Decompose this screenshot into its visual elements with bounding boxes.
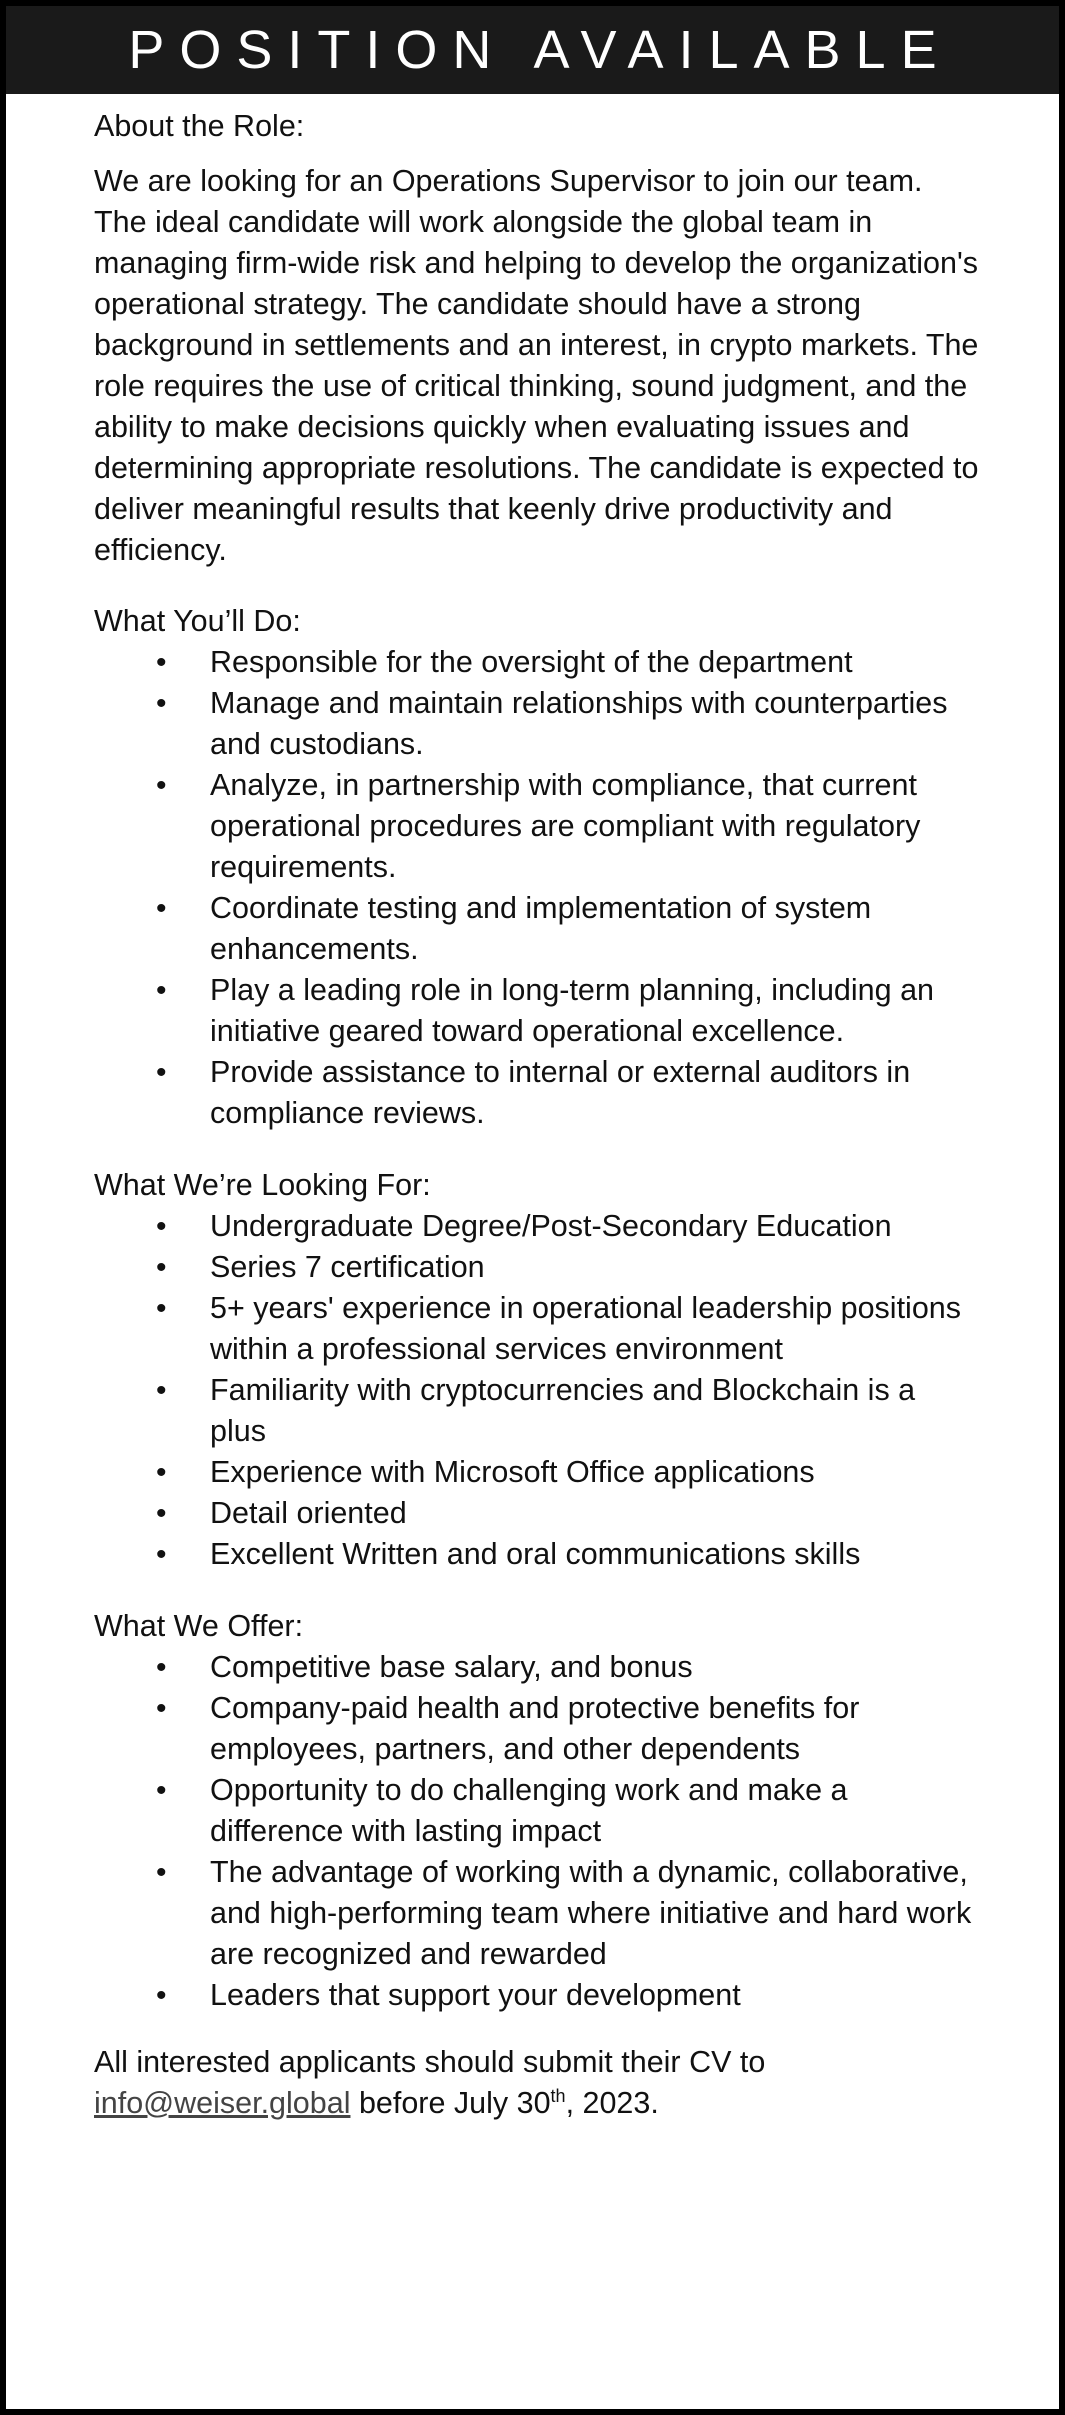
list-item: • Company-paid health and protective benefits for employees, partners, and other dependents (94, 1688, 979, 1770)
list-item: • Opportunity to do challenging work and make a difference with lasting impact (94, 1770, 979, 1852)
what-you-do-list (94, 642, 979, 1134)
looking-for-heading: What We’re Looking For: (94, 1168, 431, 1202)
list-item: • Experience with Microsoft Office applications (94, 1452, 979, 1493)
list-item: • Coordinate testing and implementation of system enhancements. (94, 888, 979, 970)
closing-year: , 2023. (565, 2086, 659, 2120)
list-item: • The advantage of working with a dynamic, collaborative, and high-performing team where initiative and hard work are recognized and rewarded (94, 1852, 979, 1975)
closing-statement (94, 2042, 979, 2124)
list-item: • Responsible for the oversight of the department (94, 642, 979, 683)
list-item: • Undergraduate Degree/Post-Secondary Education (94, 1206, 979, 1247)
list-item: • Analyze, in partnership with compliance, that current operational procedures are compliant with regulatory requirements. (94, 765, 979, 888)
list-item: • Excellent Written and oral communications skills (94, 1534, 979, 1575)
list-item: • 5+ years' experience in operational leadership positions within a professional services environment (94, 1288, 979, 1370)
closing-lead: All interested applicants should submit their CV to (94, 2045, 766, 2079)
about-body: We are looking for an Operations Supervisor to join our team. The ideal candidate will work alongside the global team in managing firm-wide risk and helping to develop the organization's operational strategy. The candidate should have a strong background in settlements and an interest, in crypto markets. The role requires the use of critical thinking, sound judgment, and the ability to make decisions quickly when evaluating issues and determining appropriate resolutions. The candidate is expected to deliver meaningful results that keenly drive productivity and efficiency. (94, 164, 979, 567)
list-item: • Familiarity with cryptocurrencies and Blockchain is a plus (94, 1370, 979, 1452)
email-link[interactable]: info@weiser.global (94, 2086, 351, 2120)
posting-content (6, 106, 1059, 2124)
banner (6, 6, 1059, 94)
list-item: • Provide assistance to internal or external auditors in compliance reviews. (94, 1052, 979, 1134)
closing-deadline: before July 30 (350, 2086, 551, 2120)
list-item: • Play a leading role in long-term planning, including an initiative geared toward operational excellence. (94, 970, 979, 1052)
about-heading: About the Role: (94, 109, 305, 143)
what-we-offer-list (94, 1647, 979, 2016)
list-item: • Competitive base salary, and bonus (94, 1647, 979, 1688)
list-item: • Detail oriented (94, 1493, 979, 1534)
what-we-offer-heading: What We Offer: (94, 1609, 304, 1643)
list-item: • Series 7 certification (94, 1247, 979, 1288)
page-title: POSITION AVAILABLE (128, 20, 952, 80)
date-ordinal: th (550, 2085, 566, 2106)
looking-for-list (94, 1206, 979, 1575)
list-item: • Leaders that support your development (94, 1975, 979, 2016)
list-item: • Manage and maintain relationships with counterparties and custodians. (94, 683, 979, 765)
what-you-do-heading: What You’ll Do: (94, 604, 301, 638)
